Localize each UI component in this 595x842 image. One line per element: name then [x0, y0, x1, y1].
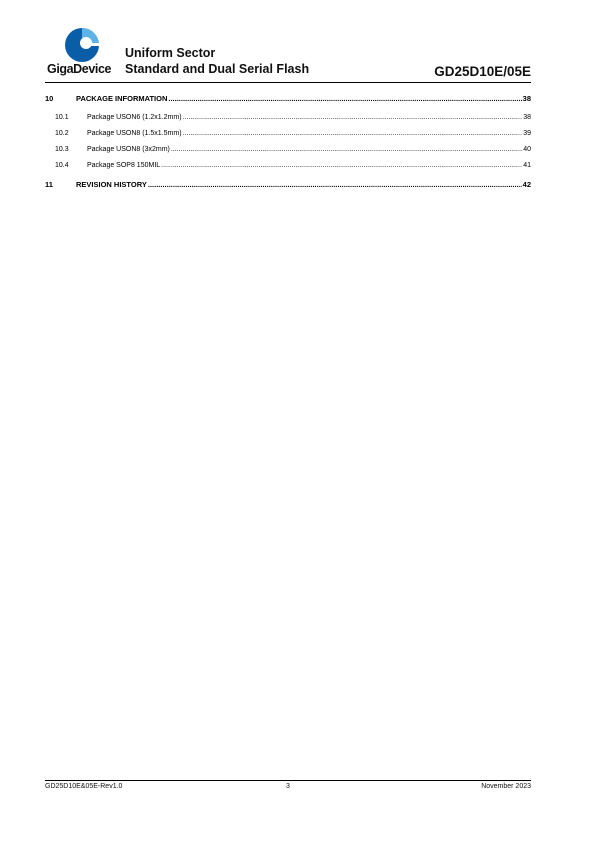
part-number: GD25D10E/05E [434, 64, 531, 79]
revision-date: November 2023 [481, 783, 531, 790]
toc-title: Package USON8 (3x2mm) [87, 146, 170, 153]
document-title [125, 45, 309, 77]
title-line-1: Uniform Sector [125, 46, 216, 60]
header-divider [45, 82, 531, 83]
page-number: 3 [286, 783, 290, 790]
toc-entry-11[interactable] [45, 178, 531, 192]
document-id: GD25D10E&05E-Rev1.0 [45, 783, 123, 790]
toc-entry-10-1[interactable] [45, 110, 531, 126]
footer-divider [45, 780, 531, 781]
toc-page: 40 [523, 146, 531, 153]
toc-page: 39 [523, 130, 531, 137]
toc-number: 10.3 [55, 146, 69, 153]
title-line-2: Standard and Dual Serial Flash [125, 62, 310, 76]
toc-number: 10.1 [55, 114, 69, 121]
toc-entry-10-4[interactable] [45, 158, 531, 174]
gigadevice-logo-icon [63, 26, 101, 64]
toc-leader [183, 110, 523, 126]
toc-leader [183, 126, 523, 142]
toc-page: 41 [523, 162, 531, 169]
toc-number: 11 [45, 180, 53, 189]
toc-page: 38 [523, 114, 531, 121]
toc-title: PACKAGE INFORMATION [76, 94, 168, 103]
table-of-contents [45, 92, 531, 192]
toc-entry-10-2[interactable] [45, 126, 531, 142]
toc-number: 10.4 [55, 162, 69, 169]
toc-number: 10.2 [55, 130, 69, 137]
toc-leader [148, 178, 522, 192]
toc-title: Package USON6 (1.2x1.2mm) [87, 114, 182, 121]
toc-page: 42 [522, 180, 531, 189]
toc-leader [171, 142, 522, 158]
toc-title: Package USON8 (1.5x1.5mm) [87, 130, 182, 137]
toc-title: REVISION HISTORY [76, 180, 147, 189]
toc-title: Package SOP8 150MIL [87, 162, 161, 169]
toc-page: 38 [522, 94, 531, 103]
logo-wordmark: GigaDevice [47, 62, 112, 76]
toc-number: 10 [45, 94, 54, 103]
gigadevice-logo [45, 24, 117, 80]
toc-entry-10-3[interactable] [45, 142, 531, 158]
toc-entry-10[interactable] [45, 92, 531, 106]
toc-leader [168, 92, 521, 106]
page-header [45, 24, 531, 82]
toc-leader [161, 158, 522, 174]
